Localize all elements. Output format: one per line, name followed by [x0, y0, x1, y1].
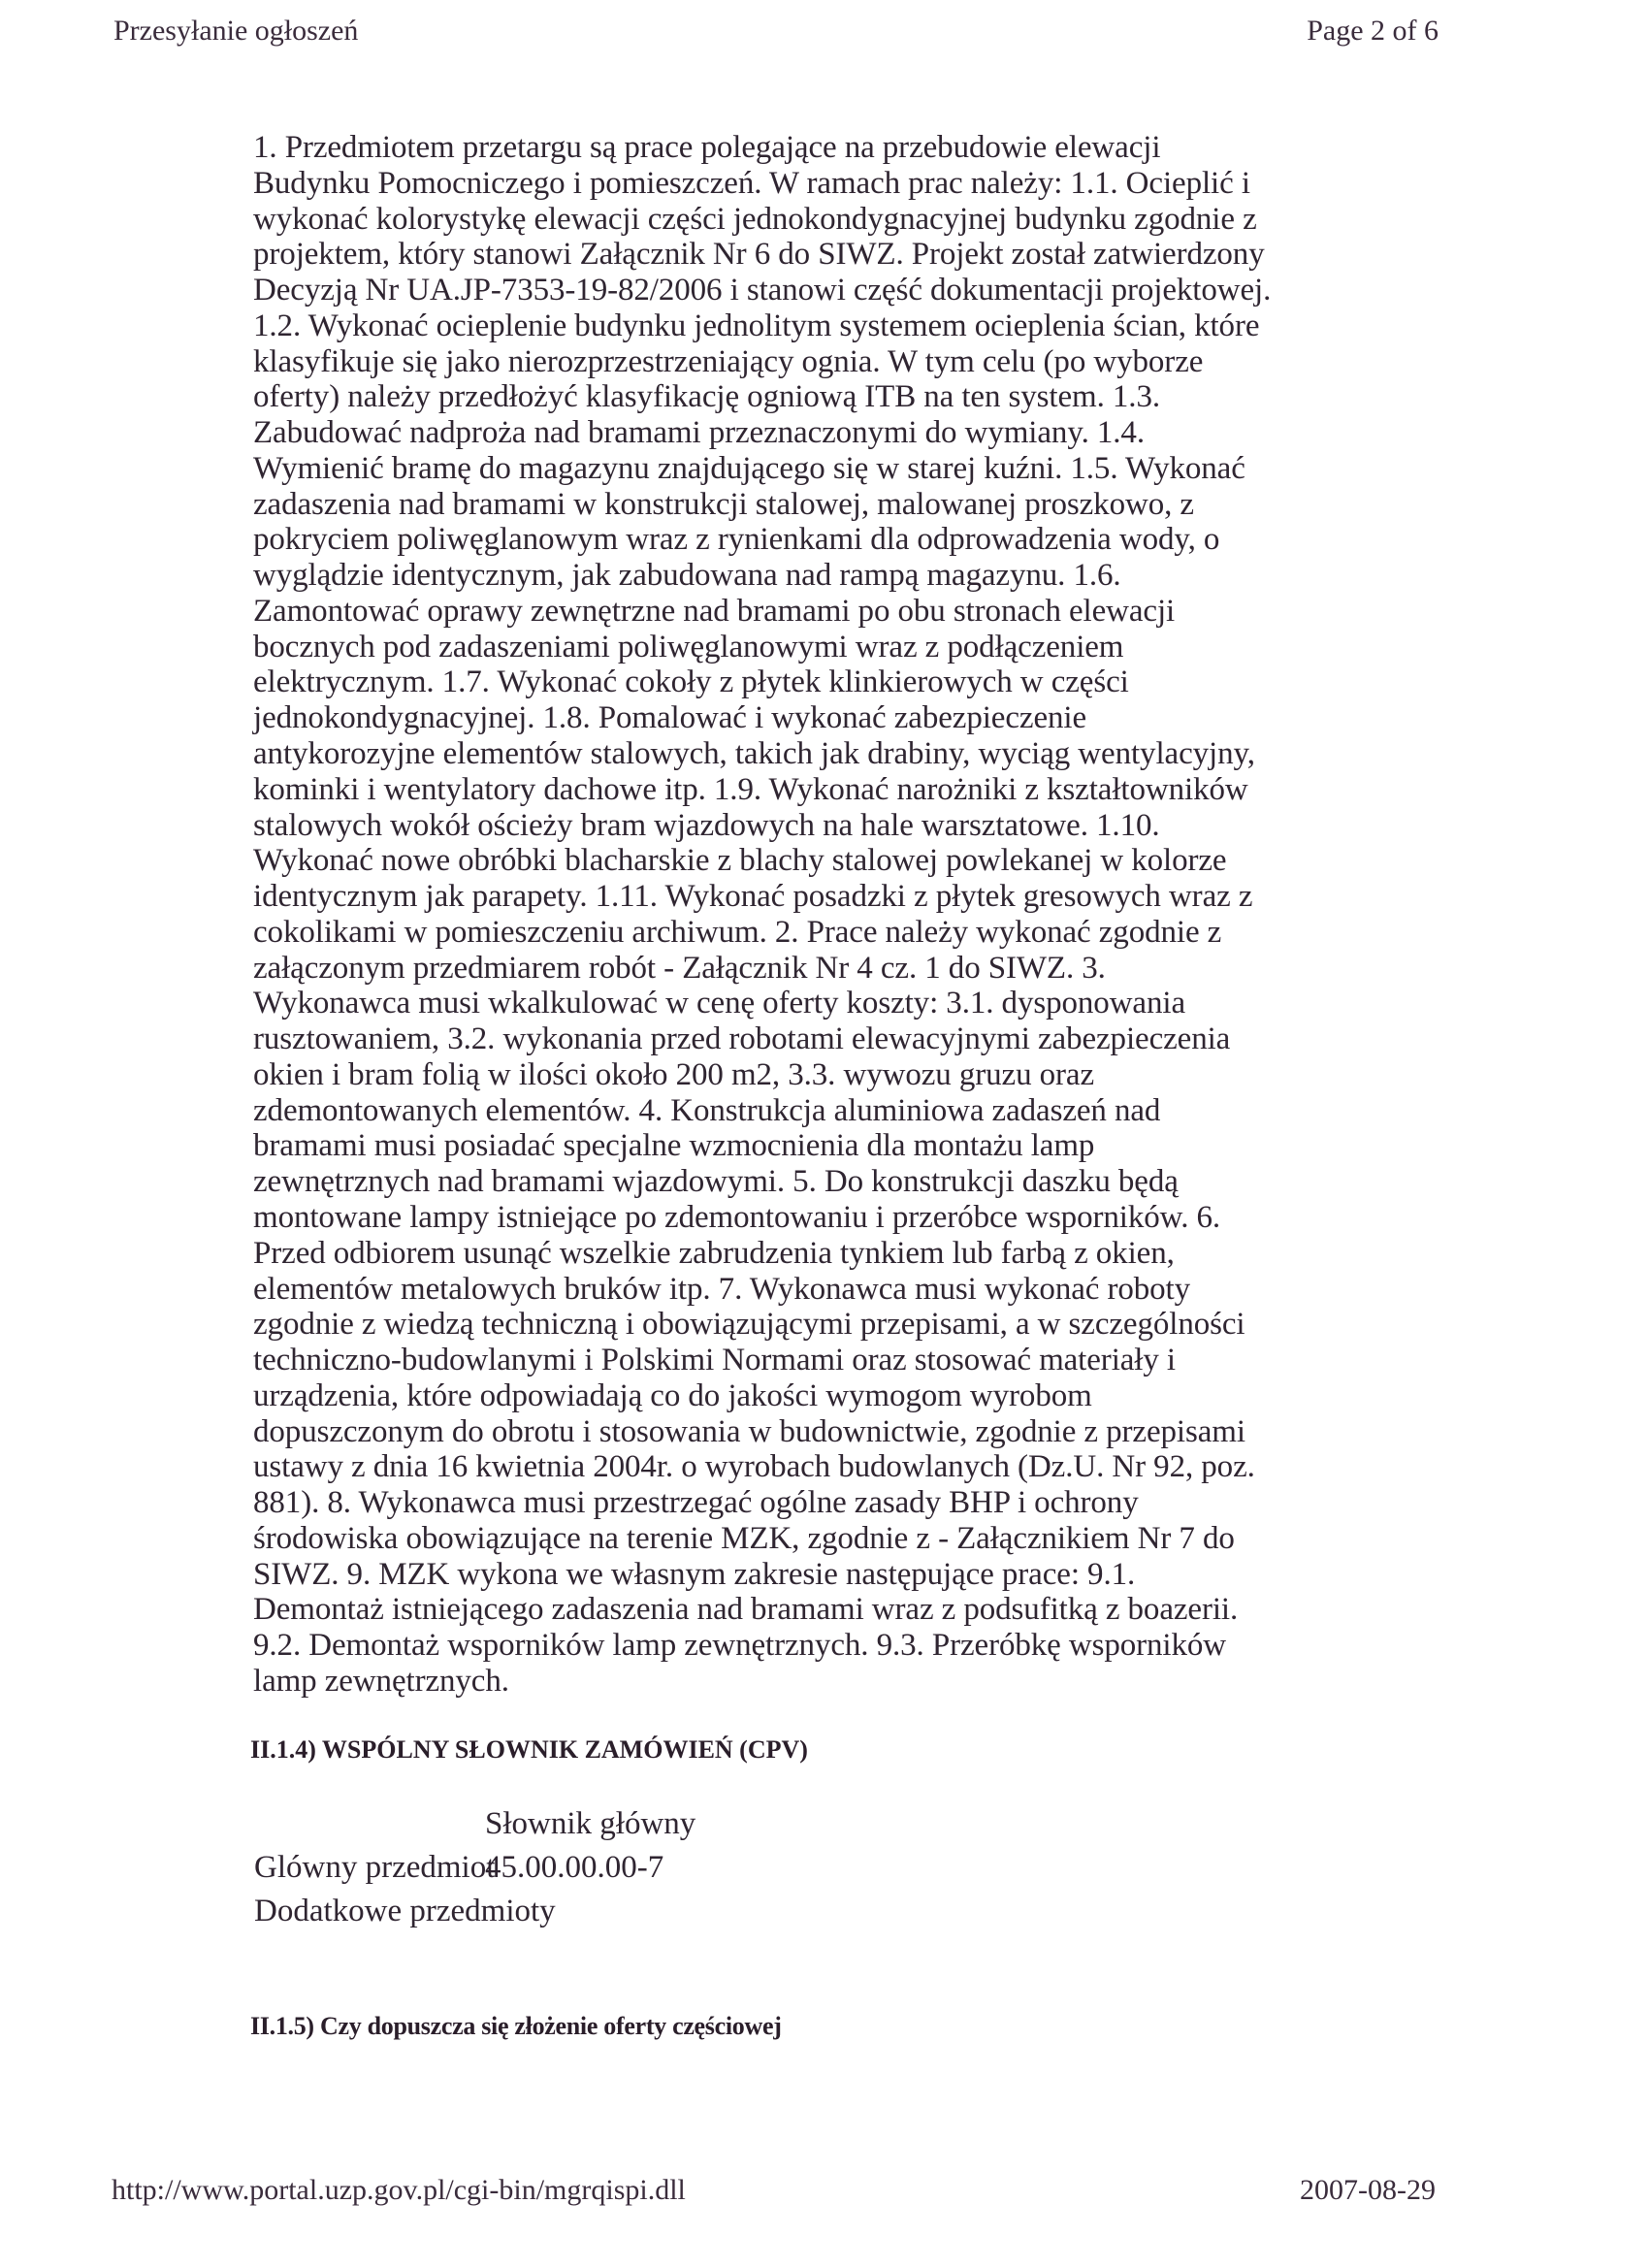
description-line: oferty) należy przedłożyć klasyfikację ogniową ITB na ten system. 1.3. — [253, 379, 1160, 415]
page-number-indicator: Page 2 of 6 — [1307, 15, 1439, 47]
tender-description — [253, 130, 1271, 1700]
section-heading-cpv: II.1.4) WSPÓLNY SŁOWNIK ZAMÓWIEŃ (CPV) — [250, 1735, 808, 1764]
description-line: montowane lampy istniejące po zdemontowaniu i przeróbce wsporników. 6. — [253, 1199, 1221, 1235]
description-line: ustawy z dnia 16 kwietnia 2004r. o wyrobach budowlanych (Dz.U. Nr 92, poz. — [253, 1449, 1255, 1485]
description-line: techniczno-budowlanymi i Polskimi Normami oraz stosować materiały i — [253, 1343, 1176, 1378]
description-line: 881). 8. Wykonawca musi przestrzegać ogólne zasady BHP i ochrony — [253, 1485, 1139, 1521]
description-line: elementów metalowych bruków itp. 7. Wykonawca musi wykonać roboty — [253, 1271, 1191, 1307]
description-line: zewnętrznych nad bramami wjazdowymi. 5. Do konstrukcji daszku będą — [253, 1164, 1179, 1200]
description-line: 9.2. Demontaż wsporników lamp zewnętrznych. 9.3. Przeróbkę wsporników — [253, 1628, 1227, 1664]
cpv-main-subject-code: 45.00.00.00-7 — [485, 1850, 664, 1885]
description-line: okien i bram folią w ilości około 200 m2, 3.3. wywozu gruzu oraz — [253, 1056, 1095, 1092]
footer-date: 2007-08-29 — [1300, 2174, 1436, 2206]
description-line: kominki i wentylatory dachowe itp. 1.9. Wykonać narożniki z kształtowników — [253, 771, 1248, 807]
description-line: 1.2. Wykonać ocieplenie budynku jednolitym systemem ocieplenia ścian, które — [253, 308, 1260, 343]
description-line: Przed odbiorem usunąć wszelkie zabrudzenia tynkiem lub farbą z okien, — [253, 1235, 1175, 1271]
description-line: Budynku Pomocniczego i pomieszczeń. W ramach prac należy: 1.1. Ocieplić i — [253, 165, 1250, 201]
description-line: Zabudować nadproża nad bramami przeznaczonymi do wymiany. 1.4. — [253, 415, 1145, 451]
description-line: jednokondygnacyjnej. 1.8. Pomalować i wykonać zabezpieczenie — [253, 700, 1087, 736]
description-line: 1. Przedmiotem przetargu są prace polegające na przebudowie elewacji — [253, 130, 1161, 165]
page-header-title: Przesyłanie ogłoszeń — [113, 15, 359, 47]
description-line: klasyfikuje się jako nierozprzestrzeniający ognia. W tym celu (po wyborze — [253, 343, 1204, 379]
description-line: Wymienić bramę do magazynu znajdującego się w starej kuźni. 1.5. Wykonać — [253, 450, 1245, 486]
footer-url: http://www.portal.uzp.gov.pl/cgi-bin/mgrqispi.dll — [112, 2174, 686, 2206]
description-line: cokolikami w pomieszczeniu archiwum. 2. Prace należy wykonać zgodnie z — [253, 914, 1222, 950]
description-line: antykorozyjne elementów stalowych, takich jak drabiny, wyciąg wentylacyjny, — [253, 736, 1255, 772]
description-line: bramami musi posiadać specjalne wzmocnienia dla montażu lamp — [253, 1128, 1095, 1164]
description-line: Zamontować oprawy zewnętrzne nad bramami po obu stronach elewacji — [253, 593, 1176, 629]
section-heading-partial-offer: II.1.5) Czy dopuszcza się złożenie oferty częściowej — [250, 2012, 782, 2040]
description-line: Demontaż istniejącego zadaszenia nad bramami wraz z podsufitką z boazerii. — [253, 1592, 1239, 1628]
description-line: bocznych pod zadaszeniami poliwęglanowymi wraz z podłączeniem — [253, 629, 1124, 664]
description-line: SIWZ. 9. MZK wykona we własnym zakresie następujące prace: 9.1. — [253, 1556, 1136, 1592]
description-line: wykonać kolorystykę elewacji części jednokondygnacyjnej budynku zgodnie z — [253, 201, 1257, 237]
description-line: urządzenia, które odpowiadają co do jakości wymogom wyrobom — [253, 1377, 1092, 1413]
description-line: Decyzją Nr UA.JP-7353-19-82/2006 i stanowi część dokumentacji projektowej. — [253, 273, 1272, 308]
description-line: zgodnie z wiedzą techniczną i obowiązującymi przepisami, a w szczególności — [253, 1307, 1245, 1343]
description-line: projektem, który stanowi Załącznik Nr 6 do SIWZ. Projekt został zatwierdzony — [253, 237, 1265, 273]
description-line: pokryciem poliwęglanowym wraz z rynienkami dla odprowadzenia wody, o — [253, 522, 1220, 558]
description-line: Wykonać nowe obróbki blacharskie z blachy stalowej powlekanej w kolorze — [253, 843, 1227, 879]
description-line: dopuszczonym do obrotu i stosowania w budownictwie, zgodnie z przepisami — [253, 1413, 1245, 1449]
description-line: Wykonawca musi wkalkulować w cenę oferty koszty: 3.1. dysponowania — [253, 986, 1185, 1021]
description-line: rusztowaniem, 3.2. wykonania przed robotami elewacyjnymi zabezpieczenia — [253, 1021, 1231, 1057]
description-line: załączonym przedmiarem robót - Załącznik Nr 4 cz. 1 do SIWZ. 3. — [253, 950, 1106, 986]
description-line: środowiska obowiązujące na terenie MZK, zgodnie z - Załącznikiem Nr 7 do — [253, 1520, 1235, 1556]
description-line: lamp zewnętrznych. — [253, 1663, 509, 1699]
description-line: wyglądzie identycznym, jak zabudowana nad rampą magazynu. 1.6. — [253, 558, 1121, 594]
description-line: zdemontowanych elementów. 4. Konstrukcja aluminiowa zadaszeń nad — [253, 1092, 1161, 1128]
description-line: stalowych wokół ościeży bram wjazdowych na hale warsztatowe. 1.10. — [253, 807, 1160, 843]
description-line: identycznym jak parapety. 1.11. Wykonać posadzki z płytek gresowych wraz z — [253, 879, 1253, 915]
description-line: elektrycznym. 1.7. Wykonać cokoły z płytek klinkierowych w części — [253, 664, 1129, 700]
cpv-main-subject-label: Glówny przedmiot — [254, 1850, 496, 1885]
description-line: zadaszenia nad bramami w konstrukcji stalowej, malowanej proszkowo, z — [253, 486, 1194, 522]
cpv-additional-subjects-label: Dodatkowe przedmioty — [254, 1894, 556, 1928]
cpv-column-header: Słownik główny — [485, 1806, 696, 1841]
